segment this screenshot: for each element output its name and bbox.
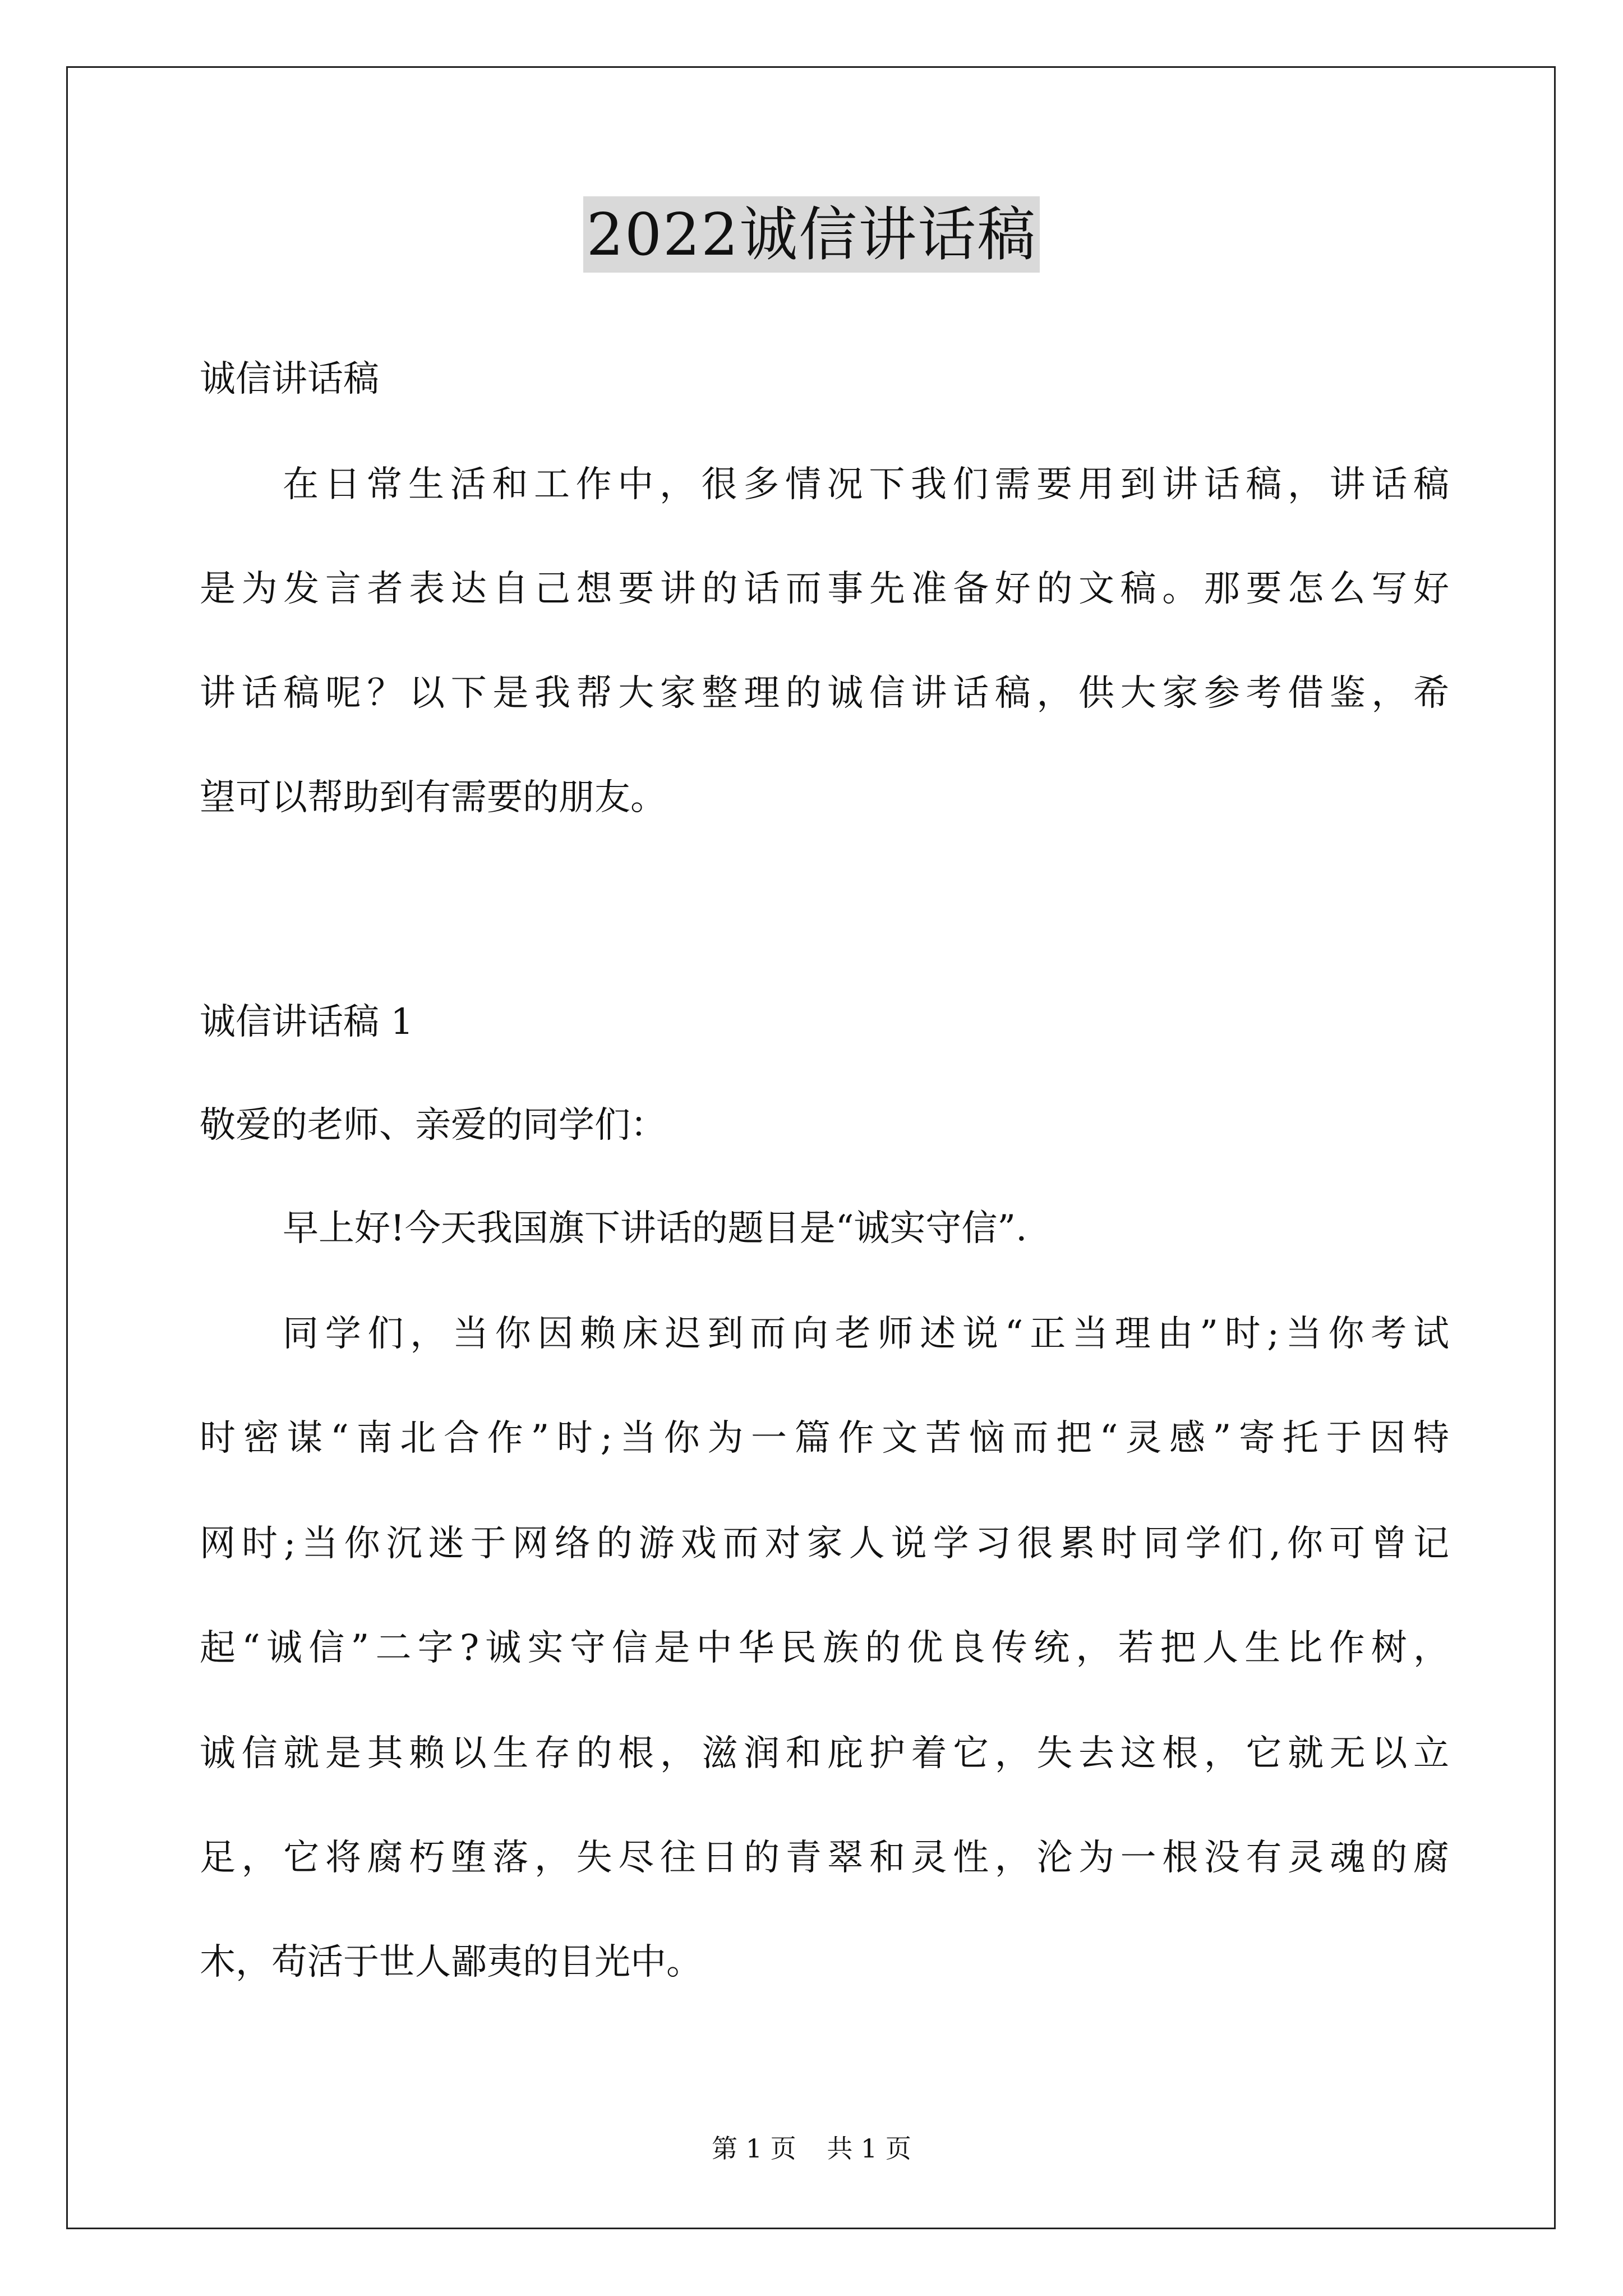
page-number: 第 1 页: [712, 2133, 796, 2164]
body-line: 时密谋“南北合作”时;当你为一篇作文苦恼而把“灵感”寄托于因特: [200, 1418, 1449, 1459]
intro-line: 望可以帮助到有需要的朋友。: [200, 777, 666, 818]
body-line: 网时;当你沉迷于网络的游戏而对家人说学习很累时同学们,你可曾记: [200, 1523, 1449, 1565]
document-title: 2022诚信讲话稿: [583, 196, 1040, 273]
page-footer: [0, 2132, 1623, 2165]
intro-line: 在日常生活和工作中，很多情况下我们需要用到讲话稿，讲话稿: [283, 464, 1449, 505]
opening-line: 早上好!今天我国旗下讲话的题目是“诚实守信”.: [283, 1208, 1027, 1249]
greeting: 敬爱的老师、亲爱的同学们：: [200, 1105, 666, 1146]
body-line: 同学们，当你因赖床迟到而向老师述说“正当理由”时;当你考试: [283, 1313, 1449, 1355]
body-line: 足，它将腐朽堕落，失尽往日的青翠和灵性，沦为一根没有灵魂的腐: [200, 1837, 1449, 1879]
subtitle: 诚信讲话稿: [200, 358, 379, 400]
section-title: 诚信讲话稿 1: [200, 1001, 414, 1043]
title-container: [0, 196, 1623, 273]
intro-line: 讲话稿呢？以下是我帮大家整理的诚信讲话稿，供大家参考借鉴，希: [200, 673, 1449, 714]
page-total: 共 1 页: [827, 2133, 911, 2164]
body-line: 木，苟活于世人鄙夷的目光中。: [200, 1941, 702, 1983]
body-line: 起“诚信”二字?诚实守信是中华民族的优良传统，若把人生比作树，: [200, 1627, 1449, 1669]
intro-line: 是为发言者表达自己想要讲的话而事先准备好的文稿。那要怎么写好: [200, 568, 1449, 610]
body-line: 诚信就是其赖以生存的根，滋润和庇护着它，失去这根，它就无以立: [200, 1733, 1449, 1774]
